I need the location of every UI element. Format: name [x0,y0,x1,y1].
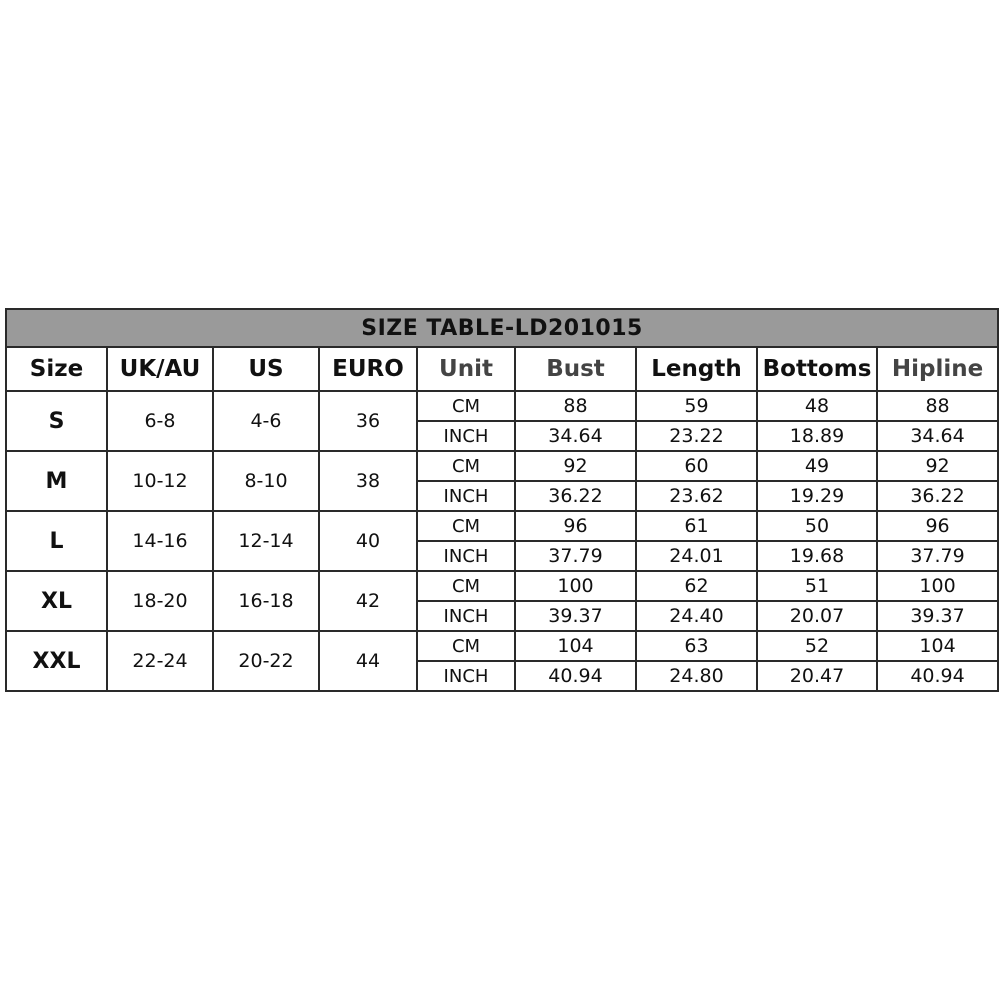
bottoms-cm: 49 [757,451,877,481]
hipline-cm: 88 [877,391,998,421]
length-cm: 61 [636,511,757,541]
table-row-cm [6,571,998,601]
size-table [5,308,999,692]
header-euro: EURO [319,347,417,391]
length-cm: 60 [636,451,757,481]
bust-cm: 96 [515,511,636,541]
bust-inch: 36.22 [515,481,636,511]
unit-cm: CM [417,631,515,661]
unit-inch: INCH [417,421,515,451]
size-label: S [6,391,107,451]
size-label: L [6,511,107,571]
hipline-inch: 36.22 [877,481,998,511]
hipline-cm: 104 [877,631,998,661]
hipline-cm: 92 [877,451,998,481]
us-value: 12-14 [213,511,319,571]
bottoms-inch: 18.89 [757,421,877,451]
length-inch: 23.22 [636,421,757,451]
size-label: XL [6,571,107,631]
euro-value: 36 [319,391,417,451]
uk-au-value: 10-12 [107,451,213,511]
uk-au-value: 18-20 [107,571,213,631]
hipline-inch: 34.64 [877,421,998,451]
hipline-inch: 40.94 [877,661,998,691]
table-row-cm [6,391,998,421]
hipline-cm: 100 [877,571,998,601]
unit-inch: INCH [417,541,515,571]
length-cm: 59 [636,391,757,421]
bottoms-inch: 19.68 [757,541,877,571]
header-unit: Unit [417,347,515,391]
bust-cm: 92 [515,451,636,481]
bust-inch: 40.94 [515,661,636,691]
us-value: 4-6 [213,391,319,451]
header-row [6,347,998,391]
length-inch: 24.80 [636,661,757,691]
unit-cm: CM [417,391,515,421]
hipline-inch: 37.79 [877,541,998,571]
hipline-cm: 96 [877,511,998,541]
us-value: 8-10 [213,451,319,511]
header-bottoms: Bottoms [757,347,877,391]
bust-cm: 104 [515,631,636,661]
length-inch: 23.62 [636,481,757,511]
header-hipline: Hipline [877,347,998,391]
length-inch: 24.01 [636,541,757,571]
header-bust: Bust [515,347,636,391]
euro-value: 38 [319,451,417,511]
unit-inch: INCH [417,661,515,691]
title-row [6,309,998,347]
bottoms-inch: 19.29 [757,481,877,511]
header-length: Length [636,347,757,391]
bust-cm: 100 [515,571,636,601]
bust-inch: 37.79 [515,541,636,571]
euro-value: 42 [319,571,417,631]
size-label: M [6,451,107,511]
unit-cm: CM [417,511,515,541]
length-cm: 62 [636,571,757,601]
bottoms-cm: 48 [757,391,877,421]
unit-cm: CM [417,451,515,481]
length-inch: 24.40 [636,601,757,631]
table-row-cm [6,511,998,541]
hipline-inch: 39.37 [877,601,998,631]
euro-value: 40 [319,511,417,571]
table-row-cm [6,451,998,481]
bust-inch: 34.64 [515,421,636,451]
us-value: 16-18 [213,571,319,631]
bust-cm: 88 [515,391,636,421]
uk-au-value: 22-24 [107,631,213,691]
uk-au-value: 14-16 [107,511,213,571]
bottoms-inch: 20.07 [757,601,877,631]
euro-value: 44 [319,631,417,691]
header-uk-au: UK/AU [107,347,213,391]
us-value: 20-22 [213,631,319,691]
table-row-cm [6,631,998,661]
unit-cm: CM [417,571,515,601]
bust-inch: 39.37 [515,601,636,631]
size-label: XXL [6,631,107,691]
table-title: SIZE TABLE-LD201015 [6,309,998,347]
unit-inch: INCH [417,481,515,511]
uk-au-value: 6-8 [107,391,213,451]
unit-inch: INCH [417,601,515,631]
bottoms-cm: 50 [757,511,877,541]
bottoms-inch: 20.47 [757,661,877,691]
length-cm: 63 [636,631,757,661]
bottoms-cm: 51 [757,571,877,601]
bottoms-cm: 52 [757,631,877,661]
header-size: Size [6,347,107,391]
header-us: US [213,347,319,391]
